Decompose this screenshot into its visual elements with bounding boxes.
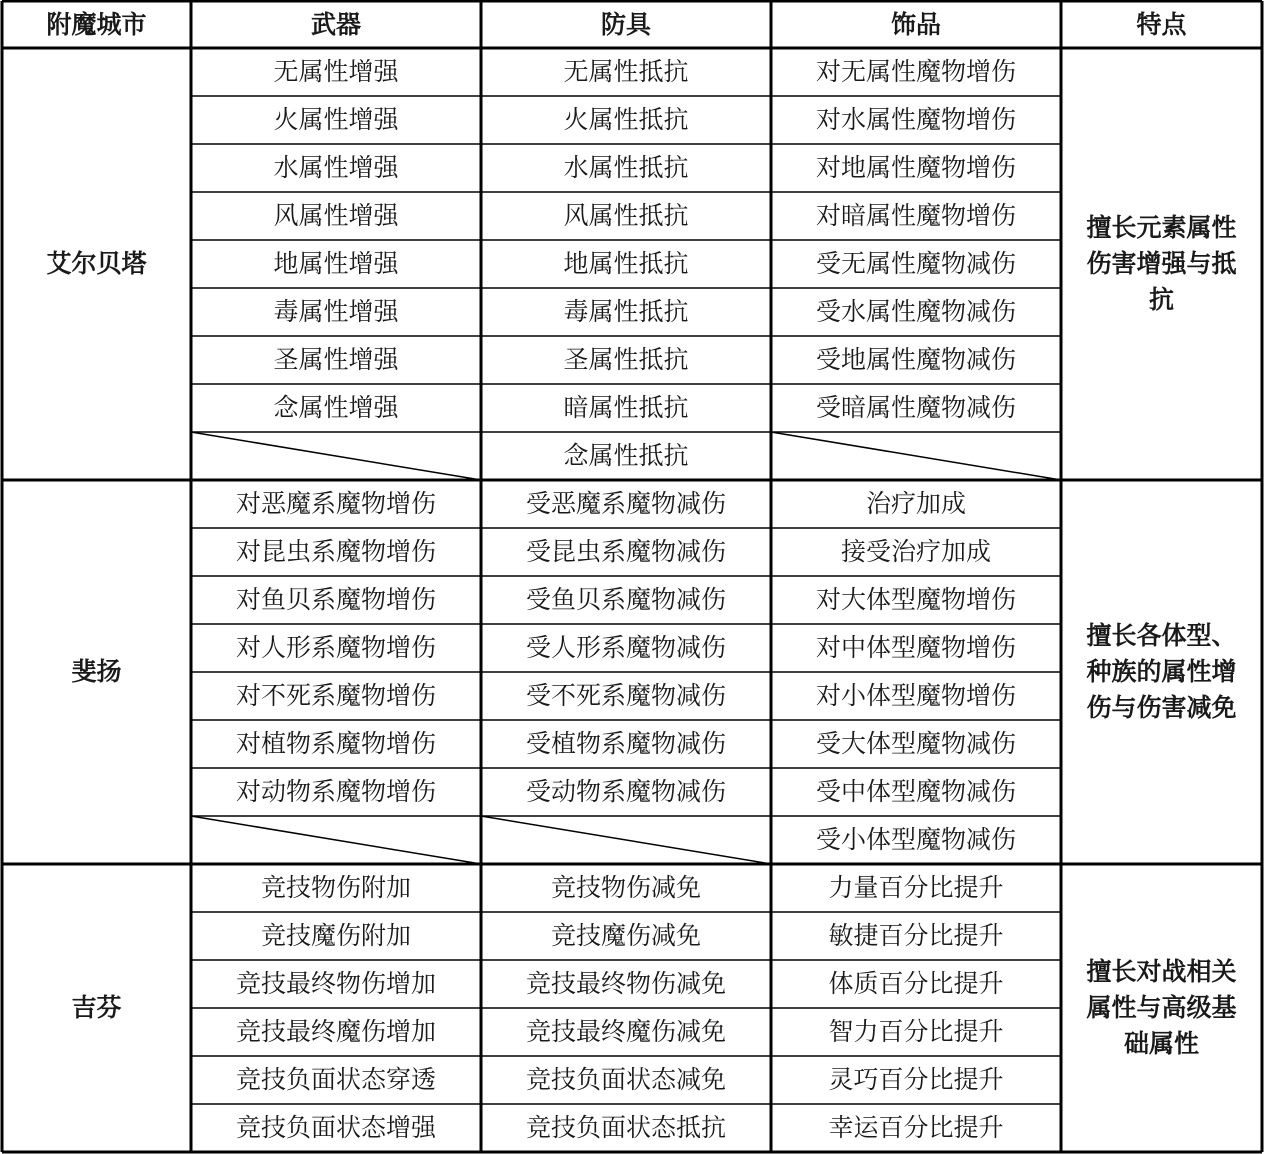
table-cell: 风属性抵抗 bbox=[563, 200, 689, 230]
table-cell: 竞技最终物伤减免 bbox=[525, 968, 726, 998]
table-cell: 竞技最终物伤增加 bbox=[235, 968, 436, 998]
table-cell: 对人形系魔物增伤 bbox=[235, 632, 436, 662]
empty-cell-diagonal bbox=[771, 432, 1061, 480]
table-cell: 圣属性抵抗 bbox=[563, 344, 689, 374]
table-cell: 念属性增强 bbox=[273, 392, 399, 422]
city-cell: 吉芬 bbox=[71, 992, 122, 1022]
table-cell: 竞技负面状态穿透 bbox=[235, 1064, 436, 1094]
table-cell: 对动物系魔物增伤 bbox=[235, 776, 436, 806]
table-cell: 对恶魔系魔物增伤 bbox=[235, 488, 436, 518]
table-cell: 无属性增强 bbox=[273, 56, 399, 86]
table-cell: 地属性增强 bbox=[273, 248, 399, 278]
feature-cell: 擅长各体型、种族的属性增伤与伤害减免 bbox=[1086, 621, 1237, 722]
table-cell: 对暗属性魔物增伤 bbox=[815, 200, 1016, 230]
table-cell: 竞技物伤附加 bbox=[260, 872, 411, 902]
table-cell: 智力百分比提升 bbox=[828, 1016, 1004, 1046]
table-cell: 敏捷百分比提升 bbox=[828, 920, 1004, 950]
feature-cell: 擅长元素属性伤害增强与抵抗 bbox=[1086, 213, 1237, 314]
table-cell: 受不死系魔物减伤 bbox=[525, 680, 726, 710]
table-cell: 对鱼贝系魔物增伤 bbox=[235, 584, 436, 614]
empty-cell-diagonal bbox=[191, 432, 481, 480]
table-cell: 念属性抵抗 bbox=[563, 440, 689, 470]
table-cell: 受水属性魔物减伤 bbox=[815, 296, 1016, 326]
table-cell: 幸运百分比提升 bbox=[828, 1112, 1004, 1142]
table-cell: 对昆虫系魔物增伤 bbox=[235, 536, 436, 566]
table-cell: 竞技最终魔伤减免 bbox=[525, 1016, 726, 1046]
table-cell: 治疗加成 bbox=[865, 488, 966, 518]
table-cell: 竞技负面状态抵抗 bbox=[525, 1112, 726, 1142]
empty-cell-diagonal bbox=[191, 816, 481, 864]
header-weapon: 武器 bbox=[310, 9, 361, 39]
table-cell: 对中体型魔物增伤 bbox=[815, 632, 1016, 662]
table-cell: 受鱼贝系魔物减伤 bbox=[525, 584, 726, 614]
table-cell: 受地属性魔物减伤 bbox=[815, 344, 1016, 374]
header-armor: 防具 bbox=[600, 9, 651, 39]
table-cell: 火属性抵抗 bbox=[563, 104, 689, 134]
header-city: 附魔城市 bbox=[46, 9, 147, 39]
table-cell: 对不死系魔物增伤 bbox=[235, 680, 436, 710]
table-cell: 竞技负面状态减免 bbox=[525, 1064, 726, 1094]
table-cell: 受中体型魔物减伤 bbox=[815, 776, 1016, 806]
table-cell: 毒属性增强 bbox=[273, 296, 399, 326]
table-cell: 受植物系魔物减伤 bbox=[525, 728, 726, 758]
table-cell: 受昆虫系魔物减伤 bbox=[525, 536, 726, 566]
table-cell: 水属性增强 bbox=[273, 152, 399, 182]
empty-cell-diagonal bbox=[481, 816, 771, 864]
table-cell: 对水属性魔物增伤 bbox=[815, 104, 1016, 134]
table-cell: 竞技物伤减免 bbox=[550, 872, 701, 902]
city-cell: 斐扬 bbox=[71, 656, 122, 686]
table-cell: 对大体型魔物增伤 bbox=[815, 584, 1016, 614]
table-cell: 竞技魔伤减免 bbox=[550, 920, 701, 950]
table-cell: 对无属性魔物增伤 bbox=[815, 56, 1016, 86]
table-cell: 竞技负面状态增强 bbox=[235, 1112, 436, 1142]
table-cell: 受小体型魔物减伤 bbox=[815, 824, 1016, 854]
table-cell: 受人形系魔物减伤 bbox=[525, 632, 726, 662]
table-cell: 对地属性魔物增伤 bbox=[815, 152, 1016, 182]
table-cell: 力量百分比提升 bbox=[828, 872, 1004, 902]
table-cell: 无属性抵抗 bbox=[563, 56, 689, 86]
table-cell: 对植物系魔物增伤 bbox=[235, 728, 436, 758]
table-cell: 受暗属性魔物减伤 bbox=[815, 392, 1016, 422]
table-cell: 受大体型魔物减伤 bbox=[815, 728, 1016, 758]
table-cell: 暗属性抵抗 bbox=[563, 392, 689, 422]
table-cell: 毒属性抵抗 bbox=[563, 296, 689, 326]
table-cell: 受无属性魔物减伤 bbox=[815, 248, 1016, 278]
feature-cell: 擅长对战相关属性与高级基础属性 bbox=[1086, 957, 1237, 1058]
table-cell: 对小体型魔物增伤 bbox=[815, 680, 1016, 710]
table-cell: 体质百分比提升 bbox=[828, 968, 1004, 998]
table-cell: 风属性增强 bbox=[273, 200, 399, 230]
table-cell: 水属性抵抗 bbox=[563, 152, 689, 182]
header-feature: 特点 bbox=[1136, 9, 1187, 39]
table-cell: 接受治疗加成 bbox=[840, 536, 991, 566]
city-cell: 艾尔贝塔 bbox=[46, 248, 147, 278]
table-cell: 灵巧百分比提升 bbox=[828, 1064, 1004, 1094]
table-cell: 竞技最终魔伤增加 bbox=[235, 1016, 436, 1046]
table-cell: 竞技魔伤附加 bbox=[260, 920, 411, 950]
table-cell: 受动物系魔物减伤 bbox=[525, 776, 726, 806]
header-accessory: 饰品 bbox=[890, 9, 941, 39]
table-cell: 受恶魔系魔物减伤 bbox=[525, 488, 726, 518]
table-cell: 地属性抵抗 bbox=[563, 248, 689, 278]
table-cell: 圣属性增强 bbox=[273, 344, 399, 374]
table-cell: 火属性增强 bbox=[273, 104, 399, 134]
